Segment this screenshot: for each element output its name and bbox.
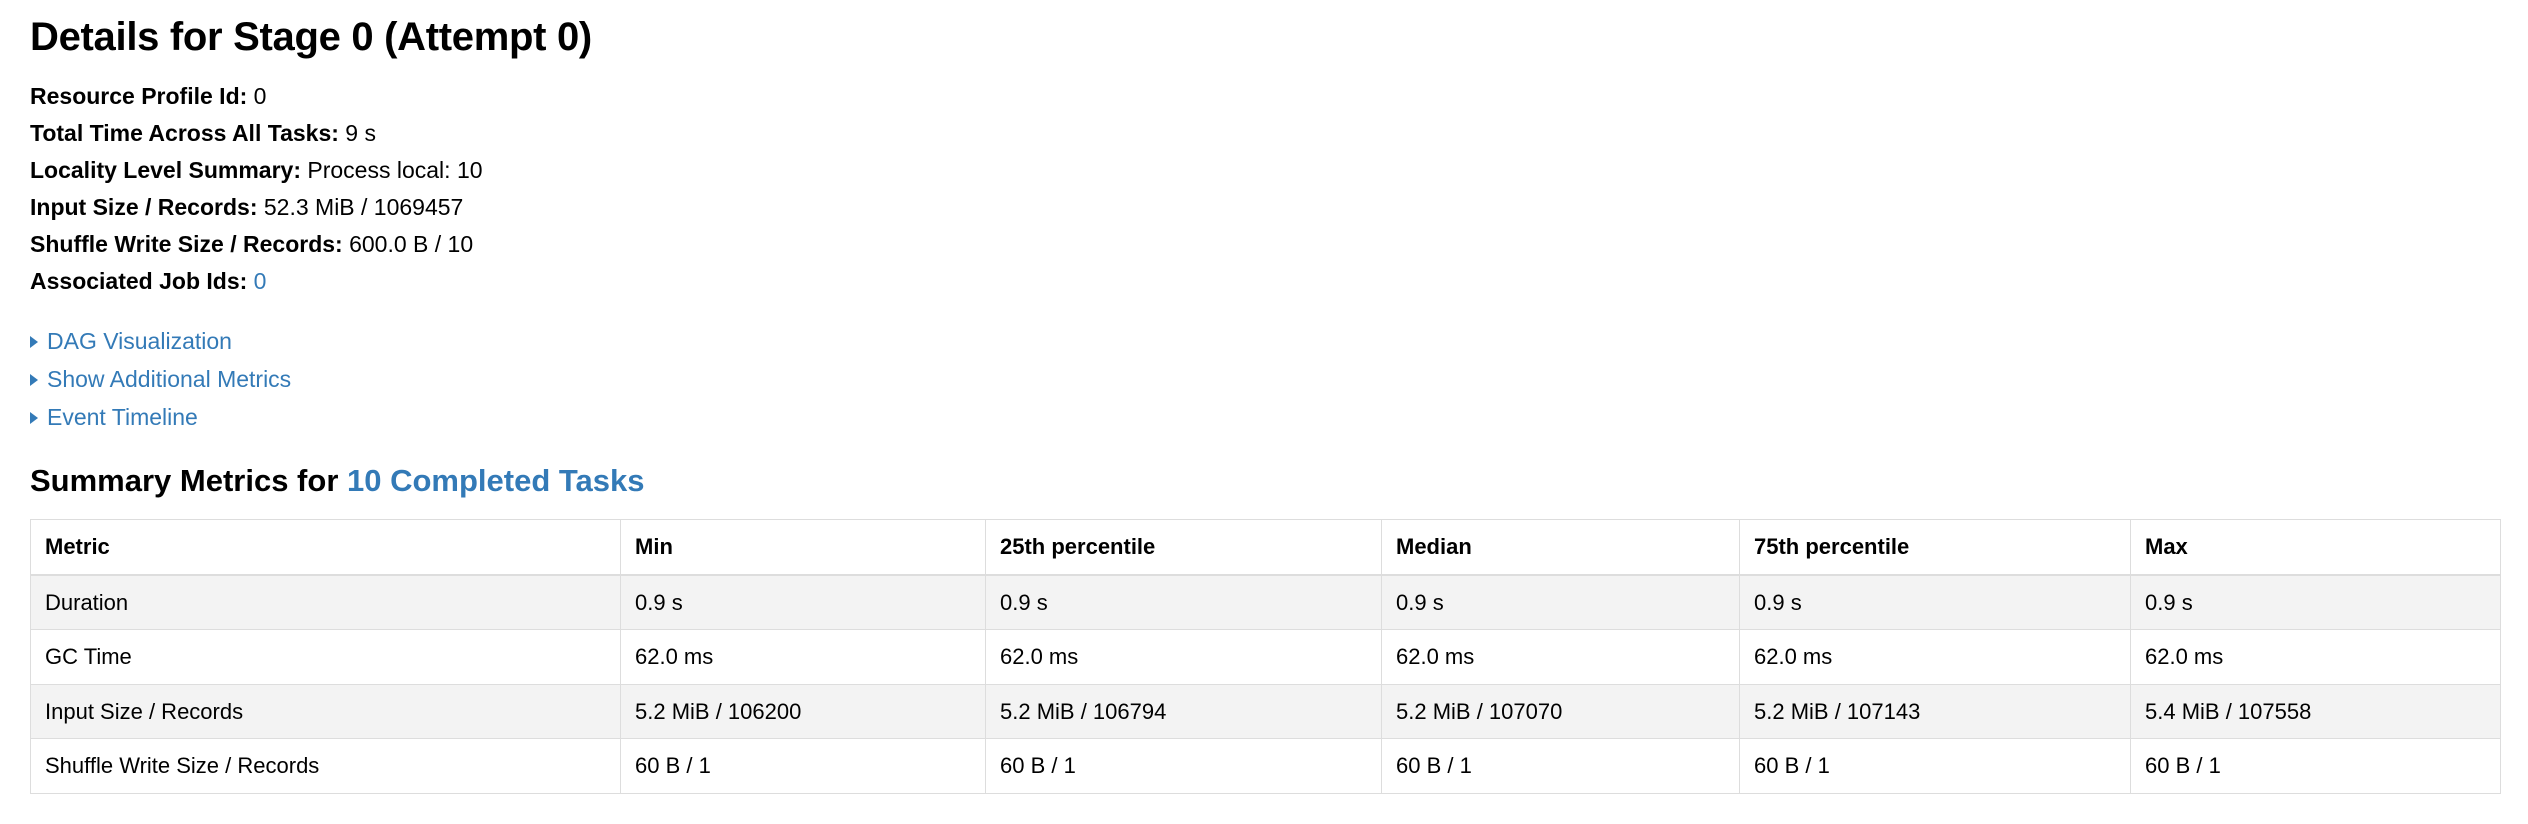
toggle-show-additional-metrics[interactable] bbox=[30, 360, 2498, 398]
cell-metric-name: Input Size / Records bbox=[31, 684, 621, 739]
cell-metric-name: Shuffle Write Size / Records bbox=[31, 739, 621, 794]
column-header-median[interactable]: Median bbox=[1382, 520, 1740, 575]
cell-max: 5.4 MiB / 107558 bbox=[2131, 684, 2501, 739]
cell-25th: 0.9 s bbox=[986, 575, 1382, 630]
cell-75th: 60 B / 1 bbox=[1740, 739, 2131, 794]
metadata-value: 0 bbox=[253, 83, 267, 109]
toggle-dag-visualization[interactable] bbox=[30, 322, 2498, 360]
cell-median: 62.0 ms bbox=[1382, 630, 1740, 685]
cell-median: 60 B / 1 bbox=[1382, 739, 1740, 794]
caret-right-icon bbox=[30, 374, 38, 386]
table-row bbox=[31, 684, 2501, 739]
cell-metric-name: GC Time bbox=[31, 630, 621, 685]
cell-25th: 62.0 ms bbox=[986, 630, 1382, 685]
metadata-label: Total Time Across All Tasks: bbox=[30, 120, 339, 146]
table-header-row bbox=[31, 520, 2501, 575]
table-header bbox=[31, 520, 2501, 575]
cell-min: 60 B / 1 bbox=[621, 739, 986, 794]
toggle-label: Event Timeline bbox=[47, 404, 198, 430]
cell-min: 5.2 MiB / 106200 bbox=[621, 684, 986, 739]
expandable-sections bbox=[30, 322, 2498, 436]
summary-metrics-table bbox=[30, 519, 2501, 794]
metadata-value: 9 s bbox=[345, 120, 376, 146]
metadata-value: 52.3 MiB / 1069457 bbox=[263, 194, 464, 220]
column-header-75th-percentile[interactable]: 75th percentile bbox=[1740, 520, 2131, 575]
column-header-max[interactable]: Max bbox=[2131, 520, 2501, 575]
column-header-min[interactable]: Min bbox=[621, 520, 986, 575]
metadata-label: Locality Level Summary: bbox=[30, 157, 301, 183]
table-body bbox=[31, 575, 2501, 794]
table-row bbox=[31, 630, 2501, 685]
cell-min: 0.9 s bbox=[621, 575, 986, 630]
page-title: Details for Stage 0 (Attempt 0) bbox=[30, 15, 592, 59]
cell-75th: 62.0 ms bbox=[1740, 630, 2131, 685]
table-row bbox=[31, 739, 2501, 794]
caret-right-icon bbox=[30, 412, 38, 424]
summary-metrics-title bbox=[30, 462, 2498, 499]
metadata-row-shuffle-write-size-records bbox=[30, 226, 2498, 263]
cell-max: 0.9 s bbox=[2131, 575, 2501, 630]
cell-75th: 0.9 s bbox=[1740, 575, 2131, 630]
cell-max: 60 B / 1 bbox=[2131, 739, 2501, 794]
metadata-label: Associated Job Ids: bbox=[30, 268, 248, 294]
cell-25th: 5.2 MiB / 106794 bbox=[986, 684, 1382, 739]
associated-job-id-link[interactable]: 0 bbox=[253, 268, 267, 294]
toggle-event-timeline[interactable] bbox=[30, 398, 2498, 436]
cell-median: 5.2 MiB / 107070 bbox=[1382, 684, 1740, 739]
metadata-row-input-size-records bbox=[30, 189, 2498, 226]
metadata-label: Resource Profile Id: bbox=[30, 83, 248, 109]
toggle-label: Show Additional Metrics bbox=[47, 366, 292, 392]
metadata-row-resource-profile-id bbox=[30, 78, 2498, 115]
cell-25th: 60 B / 1 bbox=[986, 739, 1382, 794]
metadata-value: 600.0 B / 10 bbox=[349, 231, 474, 257]
summary-title-prefix: Summary Metrics for bbox=[30, 463, 347, 498]
metadata-label: Input Size / Records: bbox=[30, 194, 258, 220]
metadata-row-total-time bbox=[30, 115, 2498, 152]
completed-tasks-link[interactable]: 10 Completed Tasks bbox=[347, 463, 645, 498]
metadata-row-associated-job-ids bbox=[30, 263, 2498, 300]
column-header-25th-percentile[interactable]: 25th percentile bbox=[986, 520, 1382, 575]
caret-right-icon bbox=[30, 336, 38, 348]
metadata-row-locality-level-summary bbox=[30, 152, 2498, 189]
cell-75th: 5.2 MiB / 107143 bbox=[1740, 684, 2131, 739]
cell-median: 0.9 s bbox=[1382, 575, 1740, 630]
column-header-metric[interactable]: Metric bbox=[31, 520, 621, 575]
table-row bbox=[31, 575, 2501, 630]
metadata-value: Process local: 10 bbox=[307, 157, 483, 183]
cell-max: 62.0 ms bbox=[2131, 630, 2501, 685]
stage-metadata-list bbox=[30, 78, 2498, 300]
metadata-label: Shuffle Write Size / Records: bbox=[30, 231, 343, 257]
toggle-label: DAG Visualization bbox=[47, 328, 232, 354]
cell-metric-name: Duration bbox=[31, 575, 621, 630]
cell-min: 62.0 ms bbox=[621, 630, 986, 685]
